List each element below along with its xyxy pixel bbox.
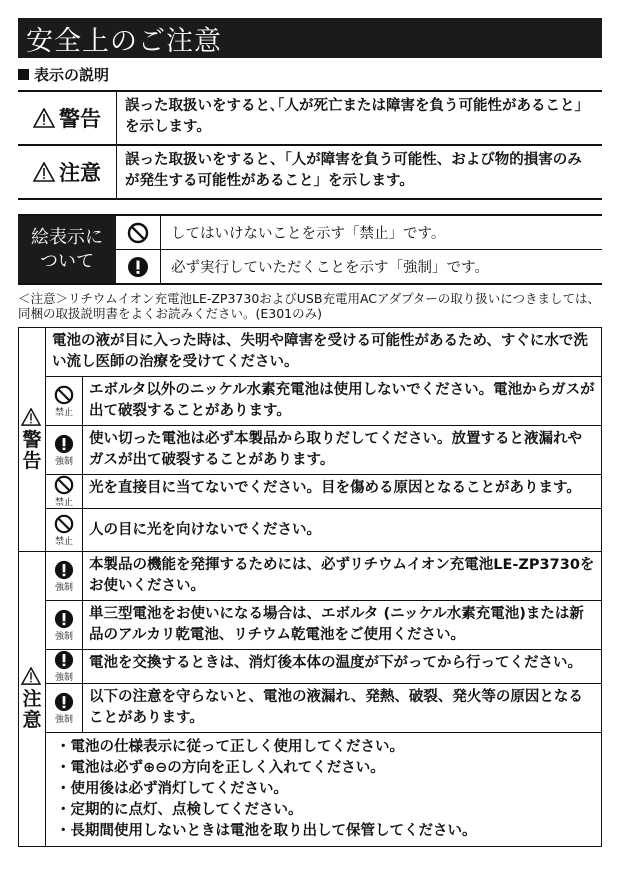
list-item: [46, 684, 601, 733]
icon-tag: 強制: [54, 582, 73, 593]
page-title: 安全上のご注意: [18, 18, 602, 58]
note-text: ＜注意＞リチウムイオン充電池LE-ZP3730およびUSB充電用ACアダプターの取り扱いにつきましては、同梱の取扱説明書をよくお読みください。(E301のみ): [18, 291, 601, 321]
mandatory-icon: [54, 609, 74, 629]
warning-section: [19, 328, 601, 551]
icon-tag: 強制: [54, 714, 73, 725]
caution-section: [19, 551, 601, 846]
prohibition-icon: [54, 475, 74, 495]
signal-label: 注意: [59, 161, 101, 185]
warning-triangle-icon: [33, 162, 55, 182]
mandatory-icon: [54, 692, 74, 712]
pictogram-text: してはいけないことを示す「禁止」です。: [171, 226, 446, 242]
item-text: 人の目に光を向けないでください。: [89, 521, 321, 538]
item-text: 電池を交換するときは、消灯後本体の温度が下がってから行ってください。: [89, 655, 582, 671]
pictogram-table: [18, 214, 602, 285]
section-heading-text: 表示の説明: [34, 65, 110, 84]
mandatory-icon: [54, 650, 74, 670]
safety-page: [18, 18, 602, 847]
list-item: [46, 328, 601, 377]
section-label-char: 注: [22, 688, 42, 710]
item-text: 使い切った電池は必ず本製品から取りだしてください。放置すると液漏れやガスが出て破裂することがあります。: [89, 431, 582, 468]
mandatory-icon: [116, 250, 161, 283]
item-text: 単三型電池をお使いになる場合は、エボルタ (ニッケル水素充電池)または新品のアルカリ乾電池、リチウム乾電池をご使用ください。: [89, 606, 584, 643]
prohibition-icon: [54, 385, 74, 405]
list-item: [46, 509, 601, 551]
bullet-item: ・ 長期間使用しないときは電池を取り出して保管してください。: [56, 821, 477, 842]
warning-triangle-icon: [21, 667, 43, 687]
pictogram-text: 必ず実行していただくことを示す「強制」です。: [171, 260, 489, 276]
square-bullet-icon: [18, 69, 29, 80]
warning-triangle-icon: [33, 108, 55, 128]
warning-intro: 電池の液が目に入った時は、失明や障害を受ける可能性があるため、すぐに水で洗い流し医師の治療を受けてください。: [52, 333, 588, 370]
icon-tag: 禁止: [54, 407, 73, 418]
pictogram-row: [116, 216, 602, 249]
icon-tag: 禁止: [54, 498, 73, 508]
list-item: [46, 552, 601, 601]
list-item: [46, 426, 601, 475]
item-text: エボルタ以外のニッケル水素充電池は使用しないでください。電池からガスが出て破裂することがあります。: [89, 382, 595, 419]
bullet-list: [46, 733, 487, 846]
precautions-table: [18, 327, 602, 847]
signal-description: 誤った取扱いをすると、「人が障害を負う可能性、および物的損害のみが発生する可能性があること」を示します。: [125, 152, 582, 189]
warning-triangle-icon: [21, 408, 43, 428]
signal-row-warning: [18, 92, 602, 144]
list-item: [46, 650, 601, 684]
icon-tag: 強制: [54, 631, 73, 642]
list-item: [46, 475, 601, 509]
prohibition-icon: [116, 216, 161, 249]
item-text: 光を直接目に当てないでください。目を傷める原因となることがあります。: [89, 480, 581, 496]
signal-label: 警告: [59, 107, 101, 131]
icon-tag: 強制: [54, 456, 73, 467]
signal-description: 誤った取扱いをすると､｢人が死亡または障害を負う可能性があること｣を示します。: [125, 98, 582, 135]
icon-tag: 強制: [54, 673, 73, 683]
section-label-char: 意: [22, 709, 42, 731]
signal-row-caution: [18, 144, 602, 198]
prohibition-icon: [54, 514, 74, 534]
section-label-char: 警: [22, 428, 42, 451]
bullet-item: ・ 電池は必ず⊕⊖の方向を正しく入れてください。: [56, 758, 477, 779]
pictogram-row: [116, 249, 602, 283]
list-item: [46, 377, 601, 426]
section-heading: [18, 64, 602, 84]
bullet-item: ・ 使用後は必ず消灯してください。: [56, 779, 477, 800]
item-text: 本製品の機能を発揮するためには、必ずリチウムイオン充電池LE-ZP3730をお使いください。: [89, 557, 595, 594]
icon-tag: 禁止: [54, 536, 73, 547]
list-item: [46, 601, 601, 650]
bullet-item: ・ 電池の仕様表示に従って正しく使用してください。: [56, 737, 477, 758]
mandatory-icon: [54, 434, 74, 454]
bullet-item: ・ 定期的に点灯、点検してください。: [56, 800, 477, 821]
pictogram-label: 絵表示に ついて: [18, 216, 116, 283]
list-item: [46, 733, 601, 846]
signal-word-table: [18, 90, 602, 200]
section-label-char: 告: [22, 449, 42, 472]
item-text: 以下の注意を守らないと、電池の液漏れ、発熱、破裂、発火等の原因となることがあります。: [89, 689, 583, 726]
mandatory-icon: [54, 560, 74, 580]
